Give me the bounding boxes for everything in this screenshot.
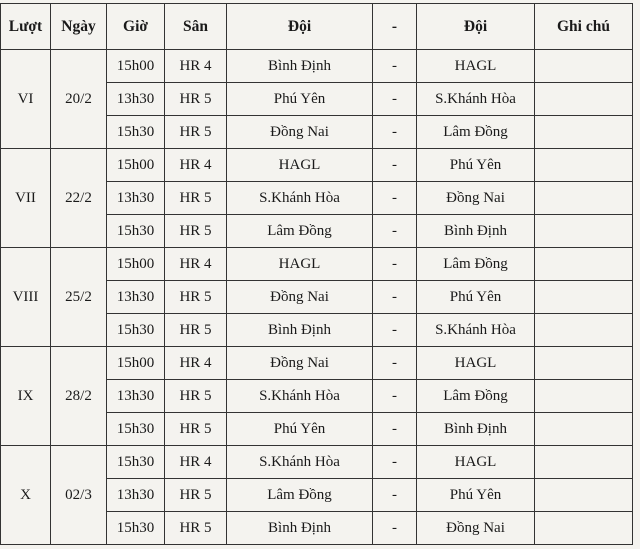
team-away-cell: Bình Định bbox=[417, 215, 535, 248]
team-away-cell: Phú Yên bbox=[417, 281, 535, 314]
dash-cell: - bbox=[373, 512, 417, 545]
match-row bbox=[1, 149, 633, 182]
team-away-cell: S.Khánh Hòa bbox=[417, 83, 535, 116]
court-cell: HR 4 bbox=[165, 347, 227, 380]
dash-cell: - bbox=[373, 50, 417, 83]
time-cell: 13h30 bbox=[107, 380, 165, 413]
court-cell: HR 5 bbox=[165, 215, 227, 248]
note-cell bbox=[535, 149, 633, 182]
date-cell: 20/2 bbox=[51, 50, 107, 149]
court-cell: HR 5 bbox=[165, 83, 227, 116]
team-home-cell: Bình Định bbox=[227, 50, 373, 83]
time-cell: 15h00 bbox=[107, 248, 165, 281]
court-cell: HR 5 bbox=[165, 314, 227, 347]
note-cell bbox=[535, 248, 633, 281]
team-away-cell: Lâm Đồng bbox=[417, 116, 535, 149]
note-cell bbox=[535, 380, 633, 413]
team-home-cell: HAGL bbox=[227, 248, 373, 281]
note-cell bbox=[535, 413, 633, 446]
round-cell: IX bbox=[1, 347, 51, 446]
dash-cell: - bbox=[373, 149, 417, 182]
time-cell: 15h30 bbox=[107, 314, 165, 347]
round-cell: X bbox=[1, 446, 51, 545]
team-away-cell: Lâm Đồng bbox=[417, 248, 535, 281]
dash-cell: - bbox=[373, 479, 417, 512]
time-cell: 15h30 bbox=[107, 413, 165, 446]
court-cell: HR 5 bbox=[165, 512, 227, 545]
team-away-cell: Bình Định bbox=[417, 413, 535, 446]
team-home-cell: Phú Yên bbox=[227, 413, 373, 446]
team-away-cell: HAGL bbox=[417, 347, 535, 380]
team-away-cell: Đồng Nai bbox=[417, 182, 535, 215]
time-cell: 15h30 bbox=[107, 116, 165, 149]
team-home-cell: S.Khánh Hòa bbox=[227, 182, 373, 215]
note-cell bbox=[535, 116, 633, 149]
court-cell: HR 5 bbox=[165, 182, 227, 215]
round-cell: VIII bbox=[1, 248, 51, 347]
team-home-cell: S.Khánh Hòa bbox=[227, 446, 373, 479]
dash-cell: - bbox=[373, 446, 417, 479]
court-cell: HR 4 bbox=[165, 446, 227, 479]
dash-cell: - bbox=[373, 380, 417, 413]
schedule-body bbox=[1, 50, 633, 545]
time-cell: 15h30 bbox=[107, 446, 165, 479]
court-cell: HR 5 bbox=[165, 281, 227, 314]
schedule-sheet bbox=[0, 3, 633, 545]
header-row bbox=[1, 4, 633, 50]
team-home-cell: Lâm Đồng bbox=[227, 215, 373, 248]
round-cell: VII bbox=[1, 149, 51, 248]
header-court: Sân bbox=[165, 4, 227, 50]
match-row bbox=[1, 248, 633, 281]
dash-cell: - bbox=[373, 248, 417, 281]
team-away-cell: HAGL bbox=[417, 446, 535, 479]
court-cell: HR 4 bbox=[165, 248, 227, 281]
court-cell: HR 5 bbox=[165, 116, 227, 149]
court-cell: HR 5 bbox=[165, 413, 227, 446]
team-home-cell: Lâm Đồng bbox=[227, 479, 373, 512]
court-cell: HR 4 bbox=[165, 149, 227, 182]
note-cell bbox=[535, 512, 633, 545]
note-cell bbox=[535, 83, 633, 116]
team-home-cell: S.Khánh Hòa bbox=[227, 380, 373, 413]
court-cell: HR 5 bbox=[165, 479, 227, 512]
note-cell bbox=[535, 479, 633, 512]
note-cell bbox=[535, 50, 633, 83]
team-away-cell: S.Khánh Hòa bbox=[417, 314, 535, 347]
note-cell bbox=[535, 446, 633, 479]
dash-cell: - bbox=[373, 116, 417, 149]
dash-cell: - bbox=[373, 281, 417, 314]
header-date: Ngày bbox=[51, 4, 107, 50]
time-cell: 13h30 bbox=[107, 281, 165, 314]
team-home-cell: Đồng Nai bbox=[227, 281, 373, 314]
dash-cell: - bbox=[373, 215, 417, 248]
dash-cell: - bbox=[373, 83, 417, 116]
team-home-cell: Bình Định bbox=[227, 314, 373, 347]
team-home-cell: Phú Yên bbox=[227, 83, 373, 116]
team-home-cell: Đồng Nai bbox=[227, 347, 373, 380]
time-cell: 15h30 bbox=[107, 512, 165, 545]
time-cell: 15h30 bbox=[107, 215, 165, 248]
note-cell bbox=[535, 281, 633, 314]
match-row bbox=[1, 446, 633, 479]
date-cell: 28/2 bbox=[51, 347, 107, 446]
team-away-cell: Đồng Nai bbox=[417, 512, 535, 545]
date-cell: 22/2 bbox=[51, 149, 107, 248]
header-dash: - bbox=[373, 4, 417, 50]
match-row bbox=[1, 50, 633, 83]
team-away-cell: Phú Yên bbox=[417, 479, 535, 512]
court-cell: HR 4 bbox=[165, 50, 227, 83]
team-away-cell: HAGL bbox=[417, 50, 535, 83]
team-away-cell: Phú Yên bbox=[417, 149, 535, 182]
dash-cell: - bbox=[373, 314, 417, 347]
team-home-cell: Bình Định bbox=[227, 512, 373, 545]
team-away-cell: Lâm Đồng bbox=[417, 380, 535, 413]
schedule-table bbox=[0, 3, 633, 545]
dash-cell: - bbox=[373, 413, 417, 446]
note-cell bbox=[535, 182, 633, 215]
note-cell bbox=[535, 215, 633, 248]
date-cell: 25/2 bbox=[51, 248, 107, 347]
note-cell bbox=[535, 314, 633, 347]
header-team-home: Đội bbox=[227, 4, 373, 50]
note-cell bbox=[535, 347, 633, 380]
header-round: Lượt bbox=[1, 4, 51, 50]
header-time: Giờ bbox=[107, 4, 165, 50]
court-cell: HR 5 bbox=[165, 380, 227, 413]
round-cell: VI bbox=[1, 50, 51, 149]
team-home-cell: HAGL bbox=[227, 149, 373, 182]
time-cell: 15h00 bbox=[107, 347, 165, 380]
header-team-away: Đội bbox=[417, 4, 535, 50]
time-cell: 13h30 bbox=[107, 479, 165, 512]
time-cell: 15h00 bbox=[107, 149, 165, 182]
time-cell: 15h00 bbox=[107, 50, 165, 83]
date-cell: 02/3 bbox=[51, 446, 107, 545]
header-note: Ghi chú bbox=[535, 4, 633, 50]
dash-cell: - bbox=[373, 182, 417, 215]
time-cell: 13h30 bbox=[107, 83, 165, 116]
team-home-cell: Đồng Nai bbox=[227, 116, 373, 149]
match-row bbox=[1, 347, 633, 380]
time-cell: 13h30 bbox=[107, 182, 165, 215]
dash-cell: - bbox=[373, 347, 417, 380]
